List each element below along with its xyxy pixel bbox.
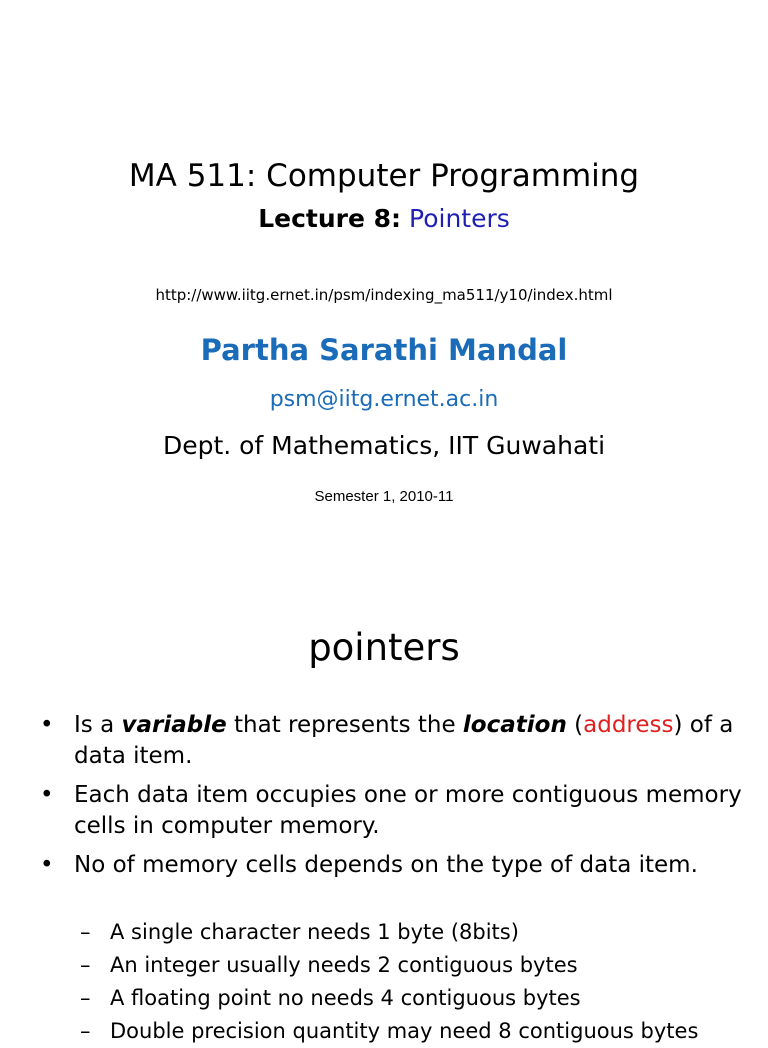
course-title: MA 511: Computer Programming [128,158,640,194]
bullet-text: that represents the [226,712,463,738]
sub-bullet-item [80,1015,760,1048]
lecture-label: Lecture 8: [258,204,402,233]
author-email: psm@iitg.ernet.ac.in [269,387,499,412]
slide-heading: pointers [308,626,460,669]
lecture-line [0,204,768,233]
bullet-dot-icon: • [40,712,54,738]
sub-bullet-item [80,916,760,949]
bullet-text: No of memory cells depends on the type of data item. [74,852,698,878]
sub-bullet-text: An integer usually needs 2 contiguous bytes [110,953,578,977]
sub-bullet-text: A single character needs 1 byte (8bits) [110,920,519,944]
bullet-item [40,780,752,842]
bullet-item [40,850,752,881]
sub-bullet-item [80,949,760,982]
bullet-text: ) of a data item. [74,712,734,769]
dash-icon: – [80,986,91,1010]
lecture-topic: Pointers [409,204,510,233]
bullet-text: ( [566,712,584,738]
course-url: http://www.iitg.ernet.in/psm/indexing_ma511/y10/index.html [155,286,613,304]
bullet-dot-icon: • [40,852,54,878]
bullet-text: Each data item occupies one or more contiguous memory cells in computer memory. [74,782,742,839]
bullet-emphasis: variable [121,712,227,738]
bullet-text: Is a [74,712,122,738]
bullet-dot-icon: • [40,782,54,808]
bullet-emphasis: location [462,712,567,738]
pointers-slide [0,576,768,1043]
dash-icon: – [80,953,91,977]
sub-bullet-text: Double precision quantity may need 8 contiguous bytes [110,1019,699,1043]
sub-bullet-text: A floating point no needs 4 contiguous bytes [110,986,581,1010]
bullet-item [40,710,752,772]
author-name: Partha Sarathi Mandal [200,333,568,367]
department: Dept. of Mathematics, IIT Guwahati [162,431,606,460]
dash-icon: – [80,920,91,944]
sub-bullet-item [80,982,760,1015]
sub-bullet-list [80,916,760,1048]
semester: Semester 1, 2010-11 [314,488,454,505]
bullet-list [40,710,752,889]
dash-icon: – [80,1019,91,1043]
bullet-highlight: address [583,712,674,738]
